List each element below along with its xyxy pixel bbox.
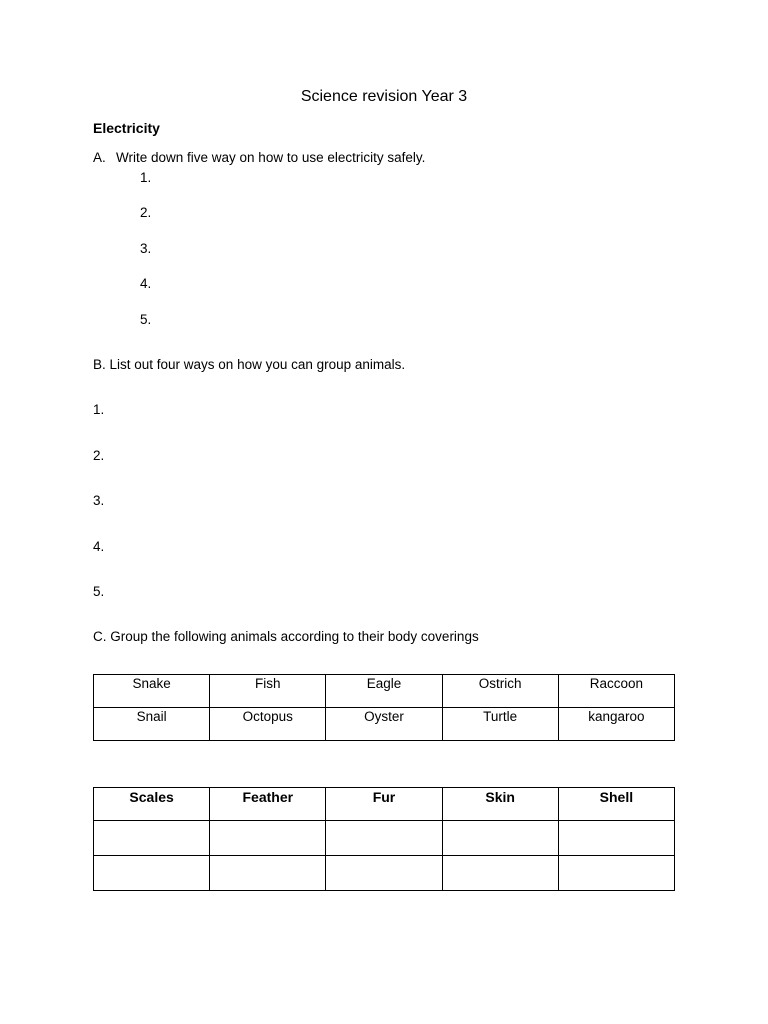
empty-answer-cell — [326, 856, 442, 891]
table-cell: kangaroo — [558, 708, 674, 741]
column-header: Fur — [326, 788, 442, 821]
question-b-item: 4. — [93, 539, 105, 554]
table-cell: Fish — [210, 675, 326, 708]
question-a-item: 3. — [140, 241, 152, 256]
question-b-item: 1. — [93, 402, 105, 417]
question-a-item: 1. — [140, 170, 152, 185]
question-b-item: 5. — [93, 584, 105, 599]
table-cell: Snake — [94, 675, 210, 708]
empty-answer-cell — [210, 821, 326, 856]
empty-answer-cell — [326, 821, 442, 856]
table-row — [94, 821, 675, 856]
table-cell: Oyster — [326, 708, 442, 741]
column-header: Feather — [210, 788, 326, 821]
question-b-item: 2. — [93, 448, 105, 463]
column-header: Skin — [442, 788, 558, 821]
empty-answer-cell — [558, 856, 674, 891]
question-b-text: B. List out four ways on how you can group animals. — [93, 357, 406, 372]
table-cell: Eagle — [326, 675, 442, 708]
question-a-item: 4. — [140, 276, 152, 291]
page-title: Science revision Year 3 — [300, 88, 468, 105]
column-header: Shell — [558, 788, 674, 821]
empty-answer-cell — [442, 856, 558, 891]
question-a-item: 2. — [140, 205, 152, 220]
empty-answer-cell — [558, 821, 674, 856]
table-row — [94, 675, 675, 708]
empty-answer-cell — [94, 856, 210, 891]
table-cell: Octopus — [210, 708, 326, 741]
table-row — [94, 708, 675, 741]
table-cell: Raccoon — [558, 675, 674, 708]
section-heading: Electricity — [93, 120, 160, 136]
table-cell: Ostrich — [442, 675, 558, 708]
question-b-item: 3. — [93, 493, 105, 508]
column-header: Scales — [94, 788, 210, 821]
table-row — [94, 856, 675, 891]
empty-answer-cell — [442, 821, 558, 856]
empty-answer-cell — [210, 856, 326, 891]
table-cell: Turtle — [442, 708, 558, 741]
question-a-text: Write down five way on how to use electricity safely. — [116, 150, 426, 165]
table-header-row — [94, 788, 675, 821]
empty-answer-cell — [94, 821, 210, 856]
question-a-item: 5. — [140, 312, 152, 327]
animals-table — [93, 674, 675, 741]
table-cell: Snail — [94, 708, 210, 741]
question-c-text: C. Group the following animals according to their body coverings — [93, 629, 479, 644]
question-a-marker: A. — [93, 150, 106, 165]
body-covering-table — [93, 787, 675, 891]
